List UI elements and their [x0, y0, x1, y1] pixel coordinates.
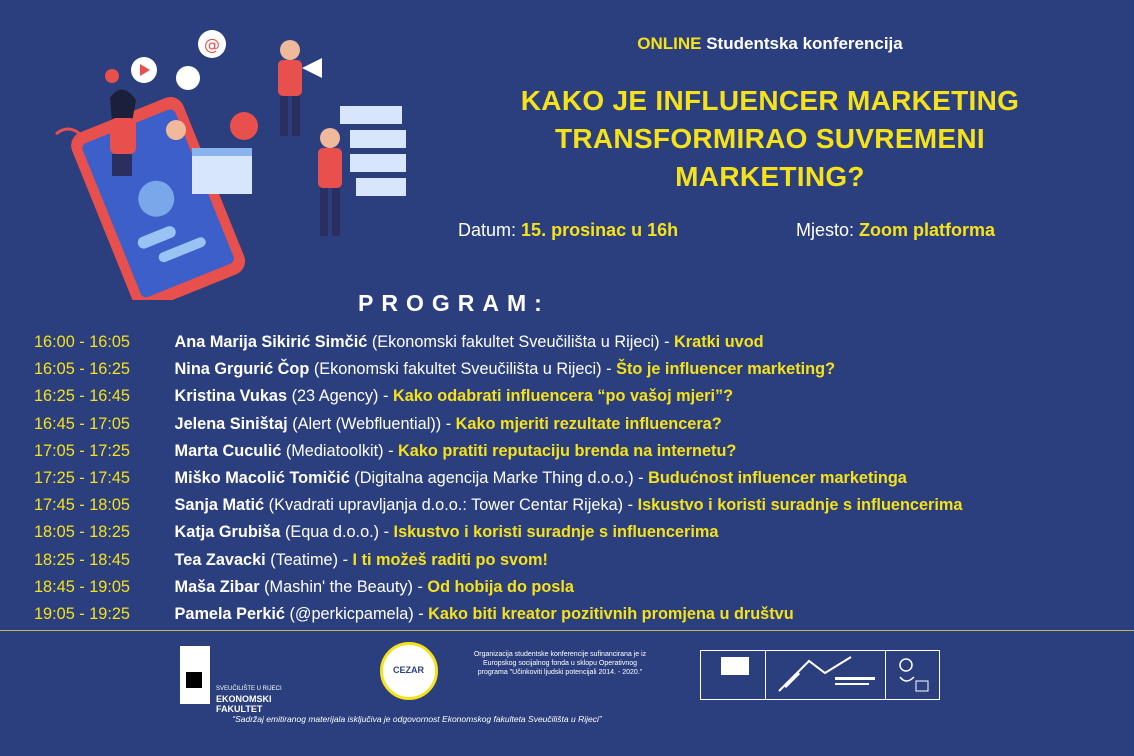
date-label: Datum:	[458, 220, 517, 240]
speaker-name: Marta Cuculić	[174, 441, 282, 460]
schedule-row: 17:45 - 18:05 Sanja Matić (Kvadrati upravljanja d.o.o.: Tower Centar Rijeka) - Iskustvo i koristi suradnje s influencerima	[34, 492, 1124, 519]
schedule-row: 18:05 - 18:25 Katja Grubiša (Equa d.o.o.) - Iskustvo i koristi suradnje s influencerima	[34, 519, 1124, 546]
user-avatar-icon	[166, 120, 186, 140]
eu-funding-logos	[700, 650, 940, 700]
sponsor-logos	[0, 640, 1134, 720]
talk-topic: Kako pratiti reputaciju brenda na internetu?	[398, 441, 737, 460]
smartphone-illustration	[67, 93, 249, 300]
talk-topic: Kako biti kreator pozitivnih promjena u društvu	[428, 604, 794, 623]
schedule-row: 16:00 - 16:05 Ana Marija Sikirić Simčić (Ekonomski fakultet Sveučilišta u Rijeci) - Kratki uvod	[34, 329, 1124, 356]
schedule-row: 19:05 - 19:25 Pamela Perkić (@perkicpamela) - Kako biti kreator pozitivnih promjena u društvu	[34, 601, 1124, 628]
slot-time: 16:00 - 16:05	[34, 333, 130, 351]
speaker-name: Miško Macolić Tomičić	[174, 468, 350, 487]
title-line-3: MARKETING?	[675, 161, 865, 192]
esf-funding-notice: Organizacija studentske konferencije sufinancirana je iz Europskog socijalnog fonda u sklopu Operativnog programa "Učinkoviti ljudski potencijali 2014. - 2020."	[473, 651, 647, 676]
eu-flag-logo	[701, 651, 766, 699]
heart-icon	[105, 69, 119, 83]
program-schedule	[34, 329, 1124, 628]
ministry-logo	[885, 651, 940, 699]
talk-topic: Što je influencer marketing?	[616, 360, 836, 379]
footer-divider	[0, 630, 1134, 631]
talk-topic: Kako odabrati influencera “po vašoj mjeri”?	[392, 387, 734, 406]
event-date	[458, 220, 678, 241]
speaker-organization: (Mashin' the Beauty)	[264, 577, 413, 596]
slot-time: 18:45 - 19:05	[34, 577, 130, 596]
talk-topic: Kako mjeriti rezultate influencera?	[455, 414, 722, 433]
program-heading: PROGRAM:	[358, 290, 550, 316]
speaker-organization: (Kvadrati upravljanja d.o.o.: Tower Centar Rijeka)	[268, 496, 624, 515]
speaker-name: Tea Zavacki	[174, 550, 266, 569]
schedule-row: 16:45 - 17:05 Jelena Siništaj (Alert (Webfluential)) - Kako mjeriti rezultate influencera?	[34, 411, 1124, 438]
schedule-row: 16:25 - 16:45 Kristina Vukas (23 Agency) - Kako odabrati influencera “po vašoj mjeri”?	[34, 383, 1124, 410]
place-value: Zoom platforma	[859, 220, 996, 240]
speaker-organization: (Mediatoolkit)	[285, 441, 384, 460]
speaker-organization: (Digitalna agencija Marke Thing d.o.o.)	[354, 468, 634, 487]
browser-window-panel	[192, 148, 252, 194]
talk-topic: I ti možeš raditi po svom!	[352, 550, 548, 569]
date-value: 15. prosinac u 16h	[521, 220, 679, 240]
speaker-organization: (Equa d.o.o.)	[284, 523, 380, 542]
speaker-organization: (Teatime)	[270, 550, 339, 569]
smiley-icon	[176, 66, 200, 90]
schedule-row: 18:45 - 19:05 Maša Zibar (Mashin' the Beauty) - Od hobija do posla	[34, 574, 1124, 601]
man-at-screen-figure	[318, 128, 342, 236]
talk-topic: Od hobija do posla	[427, 577, 574, 596]
slot-time: 18:25 - 18:45	[34, 550, 130, 569]
speaker-organization: (Alert (Webfluential))	[292, 414, 442, 433]
speaker-name: Ana Marija Sikirić Simčić	[174, 333, 368, 351]
efri-logo	[180, 646, 310, 714]
schedule-row: 18:25 - 18:45 Tea Zavacki (Teatime) - I ti možeš raditi po svom!	[34, 547, 1124, 574]
efri-logo-mark	[180, 646, 210, 704]
schedule-row: 17:05 - 17:25 Marta Cuculić (Mediatoolkit) - Kako pratiti reputaciju brenda na internetu?	[34, 438, 1124, 465]
speaker-organization: (23 Agency)	[291, 387, 379, 406]
slot-time: 17:05 - 17:25	[34, 441, 130, 460]
talk-topic: Iskustvo i koristi suradnje s influencerima	[393, 523, 719, 542]
slot-time: 16:45 - 17:05	[34, 414, 130, 433]
speaker-name: Jelena Siništaj	[174, 414, 288, 433]
slot-time: 16:25 - 16:45	[34, 387, 130, 406]
checklist-panel	[340, 106, 406, 196]
talk-topic: Kratki uvod	[674, 333, 764, 351]
slot-time: 17:45 - 18:05	[34, 496, 130, 515]
slot-time: 19:05 - 19:25	[34, 604, 130, 623]
speaker-name: Sanja Matić	[174, 496, 265, 515]
man-with-megaphone-figure	[278, 40, 322, 136]
svg-text:@: @	[204, 35, 220, 54]
wifi-icon	[56, 129, 80, 134]
speaker-organization: (@perkicpamela)	[289, 604, 414, 623]
event-header	[440, 34, 1100, 196]
subtitle-online: ONLINE	[637, 34, 702, 53]
speaker-name: Nina Grgurić Čop	[174, 360, 310, 379]
cezar-logo-text: CEZAR	[393, 665, 424, 675]
speaker-name: Katja Grubiša	[174, 523, 281, 542]
event-title	[440, 82, 1100, 196]
subtitle-text: Studentska konferencija	[706, 34, 903, 53]
slot-time: 18:05 - 18:25	[34, 523, 130, 542]
disclaimer-footnote: “Sadržaj emitiranog materijala isključiva je odgovornost Ekonomskog fakulteta Sveučilišta u Rijeci”	[232, 714, 602, 724]
efri-logo-university: SVEUČILIŠTE U RIJECI	[216, 686, 282, 692]
esif-logo	[765, 651, 885, 699]
schedule-row: 17:25 - 17:45 Miško Macolić Tomičić (Digitalna agencija Marke Thing d.o.o.) - Budućnost influencer marketinga	[34, 465, 1124, 492]
schedule-row: 16:05 - 16:25 Nina Grgurić Čop (Ekonomski fakultet Sveučilišta u Rijeci) - Što je influencer marketing?	[34, 356, 1124, 383]
speaker-name: Kristina Vukas	[174, 387, 288, 406]
talk-topic: Budućnost influencer marketinga	[648, 468, 907, 487]
event-subtitle	[440, 34, 1100, 54]
slot-time: 17:25 - 17:45	[34, 468, 130, 487]
efri-logo-faculty: EKONOMSKI FAKULTET	[216, 694, 272, 714]
speaker-name: Pamela Perkić	[174, 604, 285, 623]
title-line-1: KAKO JE INFLUENCER MARKETING	[520, 85, 1020, 116]
cezar-logo	[380, 642, 438, 700]
speaker-name: Maša Zibar	[174, 577, 260, 596]
event-place	[796, 220, 995, 241]
speaker-organization: (Ekonomski fakultet Sveučilišta u Rijeci)	[371, 333, 660, 351]
globe-icon	[230, 112, 258, 140]
slot-time: 16:05 - 16:25	[34, 360, 130, 379]
title-line-2: TRANSFORMIRAO SUVREMENI	[554, 123, 986, 154]
speaker-organization: (Ekonomski fakultet Sveučilišta u Rijeci)	[313, 360, 602, 379]
place-label: Mjesto:	[796, 220, 855, 240]
influencer-marketing-illustration	[40, 18, 410, 300]
talk-topic: Iskustvo i koristi suradnje s influencerima	[637, 496, 963, 515]
